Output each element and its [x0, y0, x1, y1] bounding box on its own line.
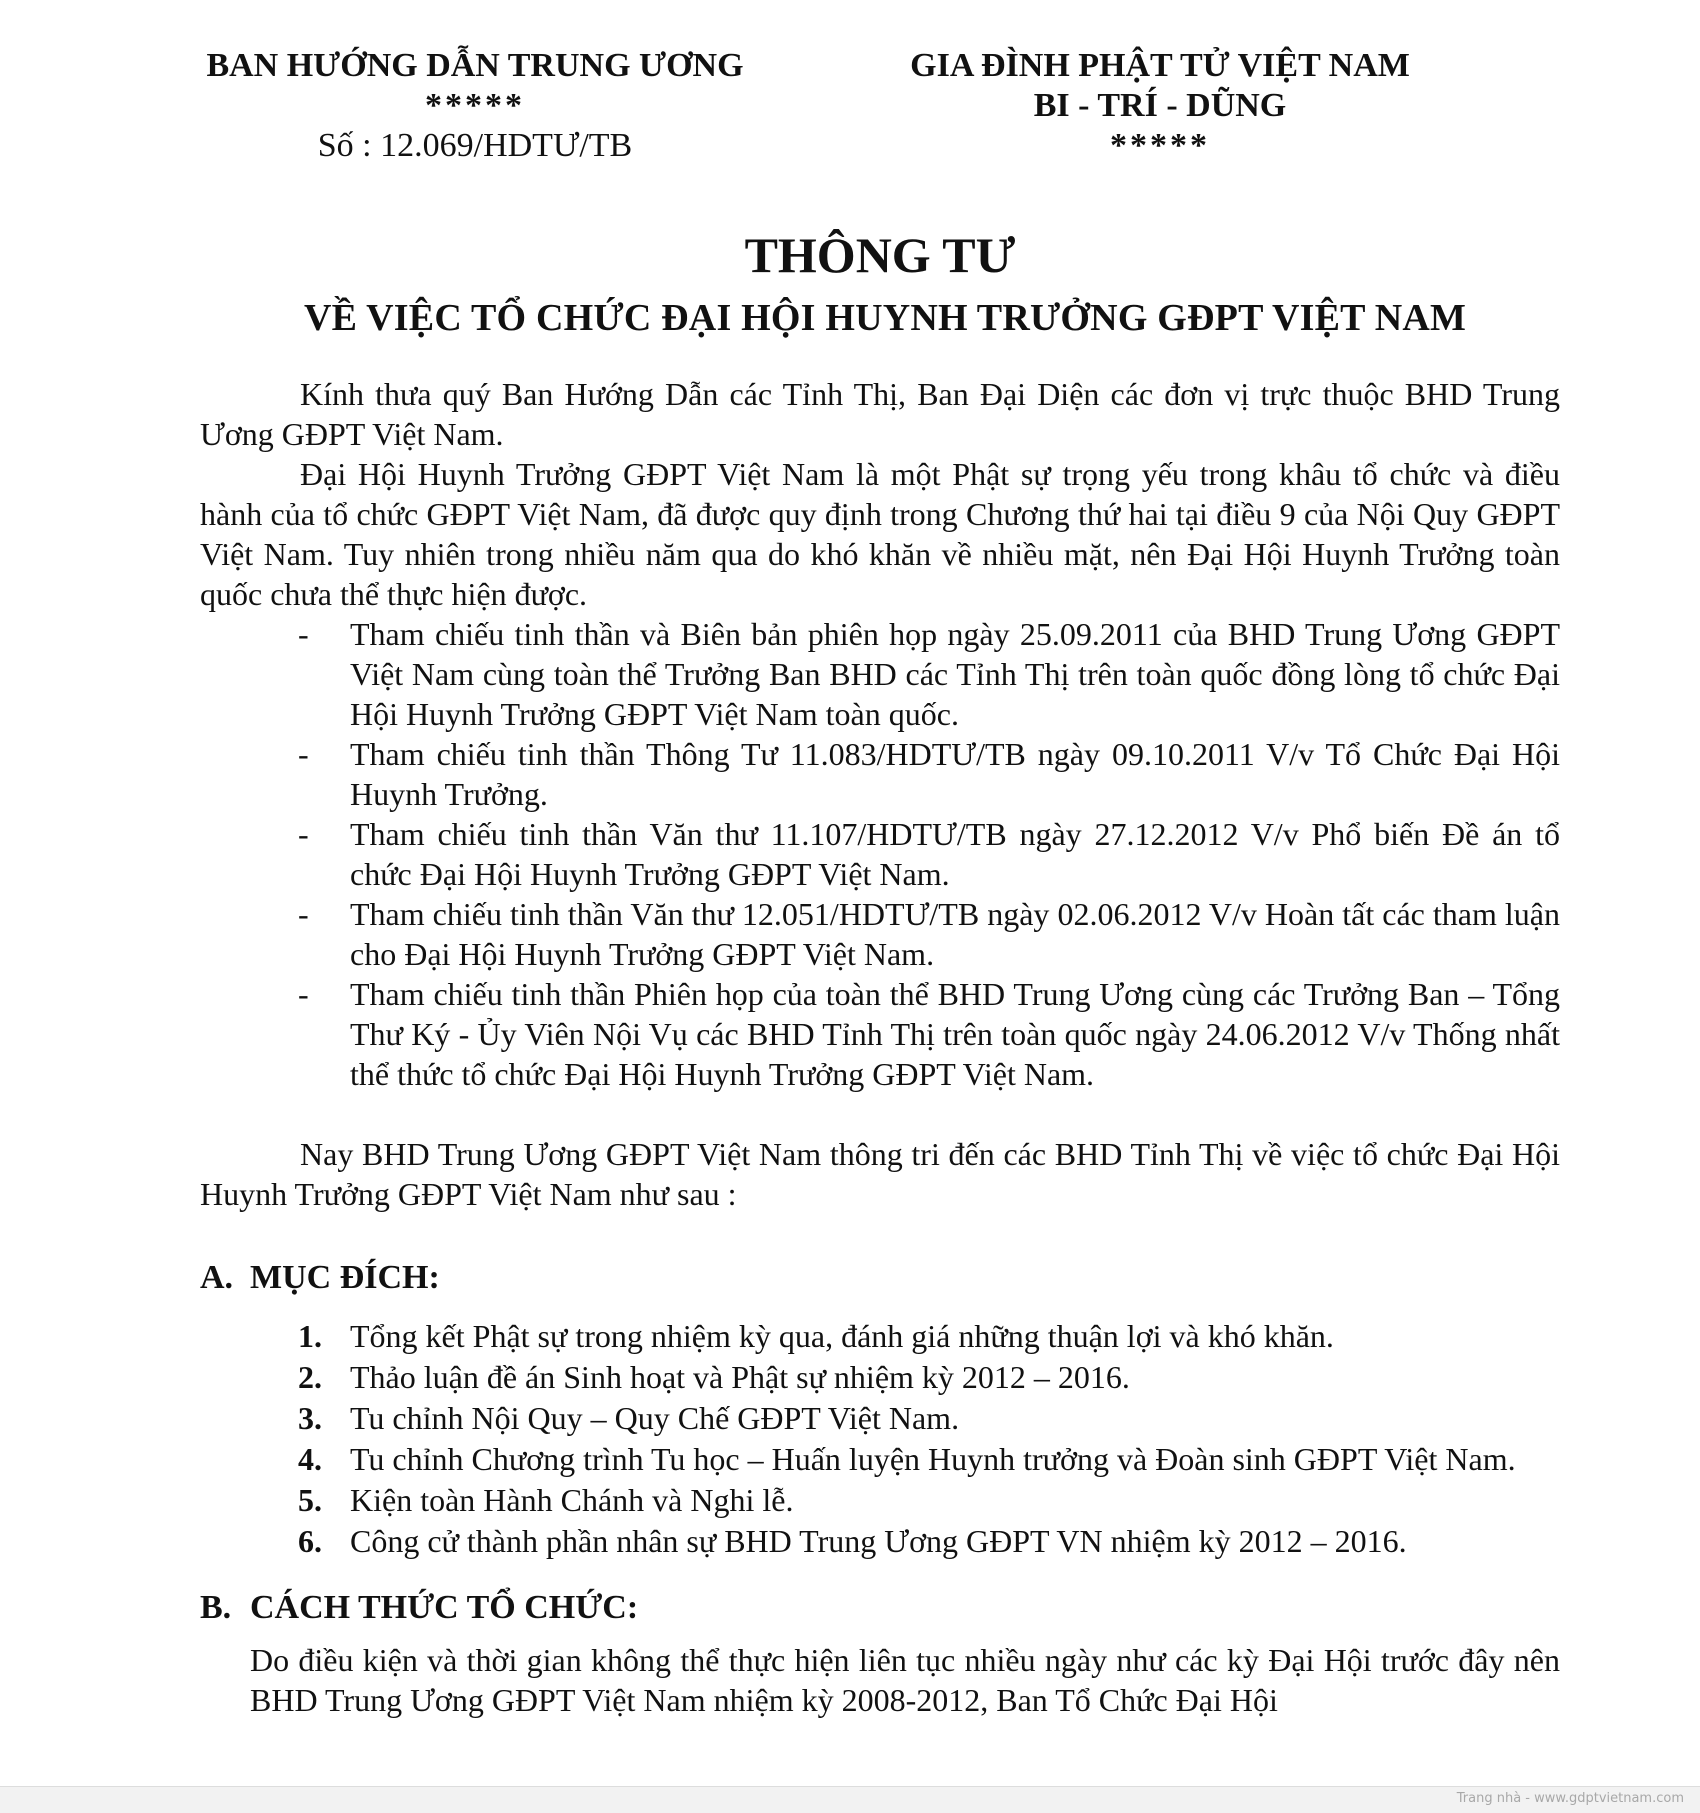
reference-item: - Tham chiếu tinh thần Phiên họp của toàn thể BHD Trung Ương cùng các Trưởng Ban – Tổng Thư Ký - Ủy Viên Nội Vụ các BHD Tỉnh Thị trên toàn quốc ngày 24.06.2012 V/v Thống nhất thể thức tổ chức Đại Hội Huynh Trưởng GĐPT Việt Nam.	[298, 976, 1560, 1092]
purpose-item: 5. Kiện toàn Hành Chánh và Nghi lễ.	[298, 1482, 794, 1518]
greeting-paragraph: Kính thưa quý Ban Hướng Dẫn các Tỉnh Thị, Ban Đại Diện các đơn vị trực thuộc BHD Trung Ương GĐPT Việt Nam.	[200, 376, 1560, 452]
website-credit: Trang nhà - www.gdptvietnam.com	[1456, 1791, 1684, 1806]
context-paragraph: Đại Hội Huynh Trưởng GĐPT Việt Nam là một Phật sự trọng yếu trong khâu tổ chức và điều hành của tổ chức GĐPT Việt Nam, đã được quy định trong Chương thứ hai tại điều 9 của Nội Quy GĐPT Việt Nam. Tuy nhiên trong nhiều năm qua do khó khăn về nhiều mặt, nên Đại Hội Huynh Trưởng toàn quốc chưa thể thực hiện được.	[200, 456, 1560, 612]
purpose-item: 4. Tu chỉnh Chương trình Tu học – Huấn luyện Huynh trưởng và Đoàn sinh GĐPT Việt Nam.	[298, 1441, 1516, 1477]
announcement-paragraph: Nay BHD Trung Ương GĐPT Việt Nam thông tri đến các BHD Tỉnh Thị về việc tổ chức Đại Hội Huynh Trưởng GĐPT Việt Nam như sau :	[200, 1136, 1560, 1212]
document-title: THÔNG TƯ	[744, 227, 1016, 283]
organization-name: GIA ĐÌNH PHẬT TỬ VIỆT NAM	[910, 47, 1410, 84]
reference-item: - Tham chiếu tinh thần và Biên bản phiên họp ngày 25.09.2011 của BHD Trung Ương GĐPT Việt Nam cùng toàn thể Trưởng Ban BHD các Tỉnh Thị trên toàn quốc đồng lòng tổ chức Đại Hội Huynh Trưởng GĐPT Việt Nam toàn quốc.	[298, 616, 1560, 732]
purpose-item: 2. Thảo luận đề án Sinh hoạt và Phật sự nhiệm kỳ 2012 – 2016.	[298, 1359, 1130, 1395]
reference-item: - Tham chiếu tinh thần Văn thư 11.107/HDTƯ/TB ngày 27.12.2012 V/v Phổ biến Đề án tổ chức Đại Hội Huynh Trưởng GĐPT Việt Nam.	[298, 816, 1560, 892]
issuer-header	[195, 46, 755, 166]
section-b-heading: B. CÁCH THỨC TỔ CHỨC:	[200, 1589, 639, 1626]
section-a-heading: A. MỤC ĐÍCH:	[200, 1259, 440, 1296]
purpose-list	[200, 1316, 1560, 1562]
organization-stars: *****	[1110, 127, 1210, 164]
footer-bar	[0, 1786, 1700, 1813]
reference-item: - Tham chiếu tinh thần Thông Tư 11.083/HDTƯ/TB ngày 09.10.2011 V/v Tổ Chức Đại Hội Huynh Trưởng.	[298, 736, 1560, 812]
issuer-org: BAN HƯỚNG DẪN TRUNG ƯƠNG	[206, 47, 744, 84]
purpose-item: 6. Công cử thành phần nhân sự BHD Trung Ương GĐPT VN nhiệm kỳ 2012 – 2016.	[298, 1523, 1407, 1559]
organization-header	[890, 46, 1430, 166]
reference-item: - Tham chiếu tinh thần Văn thư 12.051/HDTƯ/TB ngày 02.06.2012 V/v Hoàn tất các tham luận cho Đại Hội Huynh Trưởng GĐPT Việt Nam.	[298, 896, 1560, 972]
reference-list	[200, 614, 1560, 1094]
purpose-item: 1. Tổng kết Phật sự trong nhiệm kỳ qua, đánh giá những thuận lợi và khó khăn.	[298, 1318, 1334, 1354]
issuer-stars: *****	[425, 87, 525, 124]
organization-method-paragraph: Do điều kiện và thời gian không thể thực hiện liên tục nhiều ngày như các kỳ Đại Hội trước đây nên BHD Trung Ương GĐPT Việt Nam nhiệm kỳ 2008-2012, Ban Tổ Chức Đại Hội	[250, 1642, 1560, 1718]
document-number: Số : 12.069/HDTƯ/TB	[317, 127, 633, 164]
purpose-item: 3. Tu chỉnh Nội Quy – Quy Chế GĐPT Việt Nam.	[298, 1400, 960, 1436]
document-body	[200, 374, 1560, 1720]
organization-motto: BI - TRÍ - DŨNG	[1033, 87, 1287, 124]
document-subtitle: VỀ VIỆC TỔ CHỨC ĐẠI HỘI HUYNH TRƯỞNG GĐPT VIỆT NAM	[303, 297, 1467, 339]
